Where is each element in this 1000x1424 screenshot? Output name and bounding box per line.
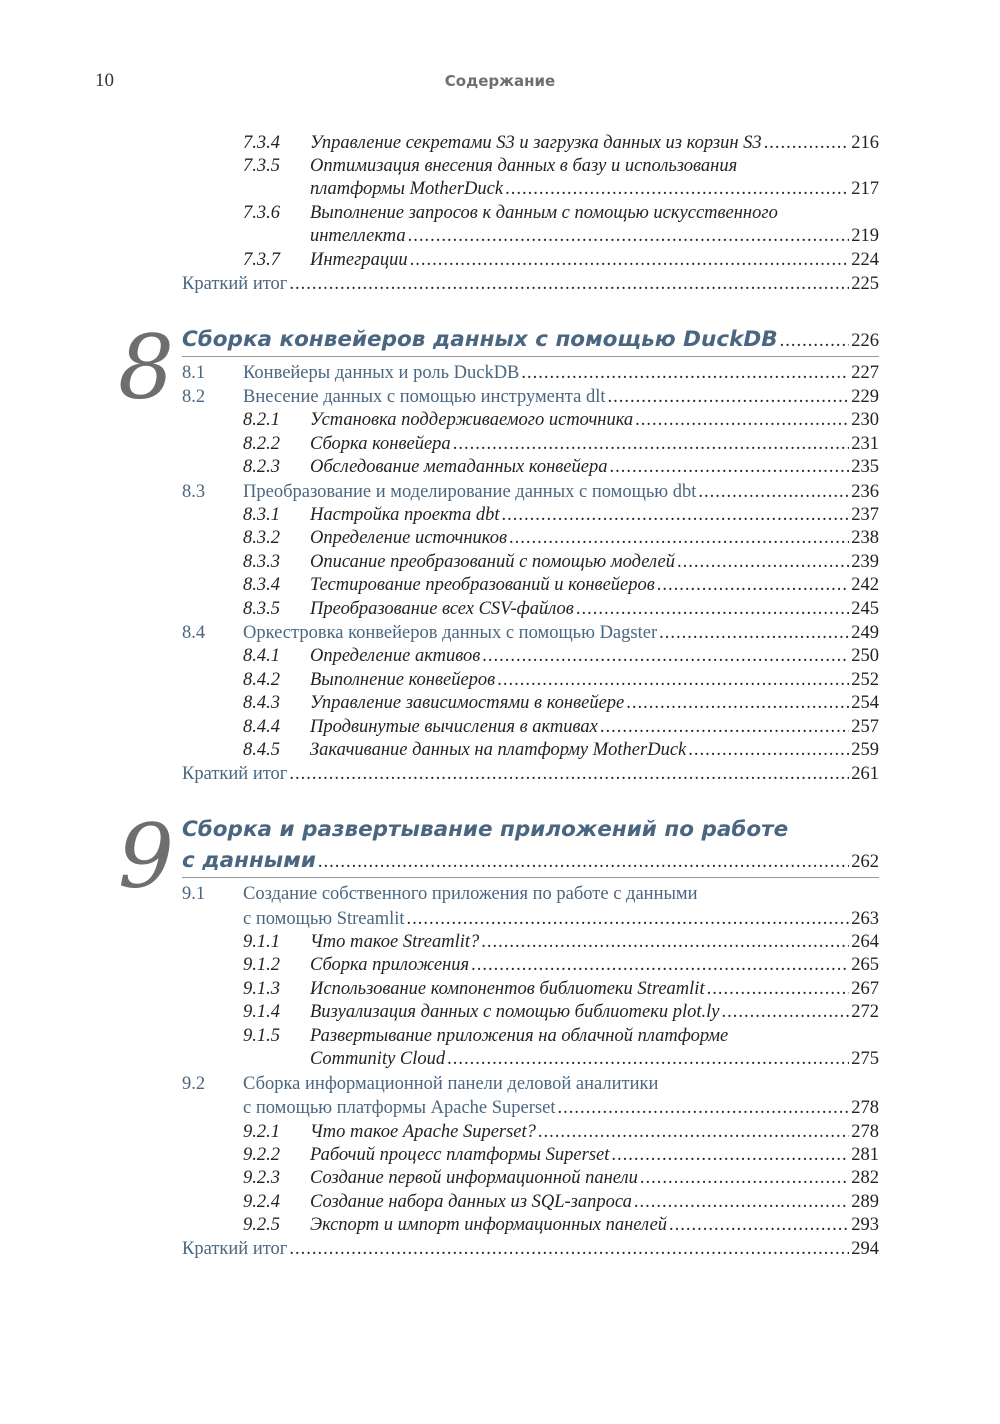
toc-entry-page: 236 bbox=[851, 482, 879, 502]
toc-entry-number: 8.4.3 bbox=[243, 693, 280, 713]
dot-leader bbox=[509, 526, 849, 550]
toc-entry-number: 8.2 bbox=[182, 387, 206, 407]
toc-entry-title: платформы MotherDuck bbox=[310, 179, 504, 199]
toc-entry-title: Сборка приложения bbox=[310, 955, 470, 975]
toc-entry-page: 227 bbox=[851, 363, 879, 383]
toc-entry-title: Краткий итог bbox=[182, 274, 288, 294]
toc-entry-title: Интеграции bbox=[310, 250, 408, 270]
dot-leader bbox=[408, 224, 850, 248]
dot-leader bbox=[521, 361, 849, 385]
toc-entry-title: Краткий итог bbox=[182, 1239, 288, 1259]
toc-entry-number: 8.3.5 bbox=[243, 599, 280, 619]
toc-entry-number: 9.1.3 bbox=[243, 979, 280, 999]
dot-leader bbox=[289, 1237, 849, 1261]
toc-entry-number: 8.3.4 bbox=[243, 575, 280, 595]
toc-entry-title: Продвинутые вычисления в активах bbox=[310, 717, 598, 737]
toc-entry-number: 9.2.2 bbox=[243, 1145, 280, 1165]
toc-entry-number: 8.2.3 bbox=[243, 457, 280, 477]
dot-leader bbox=[482, 644, 849, 668]
toc-entry-page: 272 bbox=[851, 1002, 879, 1022]
dot-leader bbox=[407, 907, 850, 931]
toc-entry-page: 275 bbox=[851, 1049, 879, 1069]
toc-entry-title: Что такое Apache Superset? bbox=[310, 1122, 536, 1142]
dot-leader bbox=[640, 1166, 849, 1190]
toc-entry-title: Оркестровка конвейеров данных с помощью Dagster bbox=[243, 623, 658, 643]
toc-entry-number: 9.2.5 bbox=[243, 1215, 280, 1235]
toc-entry-title: Экспорт и импорт информационных панелей bbox=[310, 1215, 668, 1235]
toc-entry-title: Рабочий процесс платформы Superset bbox=[310, 1145, 610, 1165]
toc-entry-page: 219 bbox=[851, 226, 879, 246]
dot-leader bbox=[609, 455, 849, 479]
toc-entry-title: интеллекта bbox=[310, 226, 406, 246]
toc-entry-title: с помощью платформы Apache Superset bbox=[243, 1098, 556, 1118]
toc-entry-page: 242 bbox=[851, 575, 879, 595]
toc-entry-number: 9.2.4 bbox=[243, 1192, 280, 1212]
toc-entry-page: 231 bbox=[851, 434, 879, 454]
toc-entry-title: Конвейеры данных и роль DuckDB bbox=[243, 363, 520, 383]
toc-entry-title: Внесение данных с помощью инструмента dlt bbox=[243, 387, 606, 407]
dot-leader bbox=[722, 1000, 850, 1024]
toc-entry-title: Описание преобразований с помощью моделей bbox=[310, 552, 675, 572]
toc-entry-number: 8.4.5 bbox=[243, 740, 280, 760]
dot-leader bbox=[471, 953, 849, 977]
dot-leader bbox=[501, 503, 849, 527]
dot-leader bbox=[538, 1120, 849, 1144]
toc-entry-title-line1: Выполнение запросов к данным с помощью искусственного bbox=[310, 203, 778, 223]
toc-entry-page: 267 bbox=[851, 979, 879, 999]
toc-entry-title: Преобразование всех CSV-файлов bbox=[310, 599, 574, 619]
toc-entry-number: 7.3.5 bbox=[243, 156, 280, 176]
toc-entry-title: Community Cloud bbox=[310, 1049, 446, 1069]
toc-entry-number: 9.2.1 bbox=[243, 1122, 280, 1142]
toc-entry-number: 8.3.2 bbox=[243, 528, 280, 548]
running-title: Содержание bbox=[444, 72, 556, 90]
toc-entry-page: 263 bbox=[851, 909, 879, 929]
toc-entry-page: 264 bbox=[851, 932, 879, 952]
toc-entry-number: 9.1.1 bbox=[243, 932, 280, 952]
chapter-number-9: 9 bbox=[118, 805, 174, 908]
toc-entry-page: 252 bbox=[851, 670, 879, 690]
toc-entry-number: 9.1.5 bbox=[243, 1026, 280, 1046]
toc-entry-number: 8.4.1 bbox=[243, 646, 280, 666]
toc-entry-page: 225 bbox=[851, 274, 879, 294]
toc-entry-page: 261 bbox=[851, 764, 879, 784]
toc-entry-number: 8.1 bbox=[182, 363, 206, 383]
dot-leader bbox=[607, 385, 849, 409]
toc-entry-title: Управление зависимостями в конвейере bbox=[310, 693, 625, 713]
toc-entry-page: 281 bbox=[851, 1145, 879, 1165]
chapter-number-8: 8 bbox=[118, 316, 174, 419]
toc-entry-title: Выполнение конвейеров bbox=[310, 670, 496, 690]
toc-entry-page: 282 bbox=[851, 1168, 879, 1188]
toc-entry-title: Создание первой информационной панели bbox=[310, 1168, 638, 1188]
toc-entry-title: Использование компонентов библиотеки Streamlit bbox=[310, 979, 705, 999]
toc-entry-page: 265 bbox=[851, 955, 879, 975]
dot-leader bbox=[657, 573, 849, 597]
toc-entry-title-line1: Развертывание приложения на облачной платформе bbox=[310, 1026, 729, 1046]
toc-entry-title: Определение активов bbox=[310, 646, 481, 666]
toc-entry-number: 7.3.7 bbox=[243, 250, 280, 270]
toc-entry-number: 9.2 bbox=[182, 1074, 206, 1094]
toc-entry-page: 239 bbox=[851, 552, 879, 572]
toc-entry-number: 8.2.2 bbox=[243, 434, 280, 454]
chapter-rule bbox=[182, 356, 879, 357]
toc-entry-page: 293 bbox=[851, 1215, 879, 1235]
toc-entry-page: 249 bbox=[851, 623, 879, 643]
toc-entry-page: 245 bbox=[851, 599, 879, 619]
toc-entry-number: 7.3.4 bbox=[243, 133, 280, 153]
toc-entry-page: 278 bbox=[851, 1122, 879, 1142]
chapter-title: с данными bbox=[182, 848, 316, 873]
toc-entry-title-line1: Сборка информационной панели деловой аналитики bbox=[243, 1074, 659, 1094]
toc-entry-title: Настройка проекта dbt bbox=[310, 505, 500, 525]
page-number: 10 bbox=[95, 70, 114, 91]
toc-entry-page: 250 bbox=[851, 646, 879, 666]
chapter-title-line1: Сборка и развертывание приложений по работе bbox=[182, 817, 789, 842]
dot-leader bbox=[497, 668, 849, 692]
dot-leader bbox=[626, 691, 849, 715]
toc-entry-title: Визуализация данных с помощью библиотеки plot.ly bbox=[310, 1002, 720, 1022]
toc-entry-title: Управление секретами S3 и загрузка данных из корзин S3 bbox=[310, 133, 762, 153]
toc-entry-number: 9.1.4 bbox=[243, 1002, 280, 1022]
toc-entry-number: 8.4.2 bbox=[243, 670, 280, 690]
toc-entry-page: 216 bbox=[851, 133, 879, 153]
dot-leader bbox=[780, 326, 850, 356]
toc-entry-page: 294 bbox=[851, 1239, 879, 1259]
dot-leader bbox=[576, 597, 849, 621]
dot-leader bbox=[505, 177, 849, 201]
toc-entry-title: Краткий итог bbox=[182, 764, 288, 784]
dot-leader bbox=[659, 621, 849, 645]
toc-entry-page: 224 bbox=[851, 250, 879, 270]
toc-entry-number: 8.2.1 bbox=[243, 410, 280, 430]
dot-leader bbox=[410, 248, 850, 272]
toc-entry-title: Преобразование и моделирование данных с помощью dbt bbox=[243, 482, 697, 502]
toc-entry-page: 289 bbox=[851, 1192, 879, 1212]
chapter-title: Сборка конвейеров данных с помощью DuckDB bbox=[182, 327, 778, 352]
toc-entry-page: 257 bbox=[851, 717, 879, 737]
dot-leader bbox=[669, 1213, 849, 1237]
toc-entry-page: 237 bbox=[851, 505, 879, 525]
toc-entry-title-line1: Оптимизация внесения данных в базу и использования bbox=[310, 156, 738, 176]
dot-leader bbox=[447, 1047, 849, 1071]
toc-entry-page: 235 bbox=[851, 457, 879, 477]
dot-leader bbox=[289, 272, 849, 296]
toc-entry-number: 9.1 bbox=[182, 884, 206, 904]
toc-entry-number: 7.3.6 bbox=[243, 203, 280, 223]
toc-entry-page: 254 bbox=[851, 693, 879, 713]
dot-leader bbox=[634, 1190, 849, 1214]
toc-entry-title: с помощью Streamlit bbox=[243, 909, 405, 929]
toc-entry-number: 8.4 bbox=[182, 623, 206, 643]
dot-leader bbox=[764, 131, 850, 155]
toc-entry-title: Тестирование преобразований и конвейеров bbox=[310, 575, 655, 595]
toc-entry-number: 8.3.3 bbox=[243, 552, 280, 572]
chapter-page: 226 bbox=[851, 331, 879, 351]
toc-entry-page: 230 bbox=[851, 410, 879, 430]
toc-entry-title: Установка поддерживаемого источника bbox=[310, 410, 634, 430]
toc-entry-title-line1: Создание собственного приложения по работе с данными bbox=[243, 884, 698, 904]
toc-entry-number: 8.4.4 bbox=[243, 717, 280, 737]
dot-leader bbox=[600, 715, 849, 739]
dot-leader bbox=[677, 550, 849, 574]
toc-entry-number: 8.3 bbox=[182, 482, 206, 502]
dot-leader bbox=[698, 480, 849, 504]
toc-entry-title: Закачивание данных на платформу MotherDuck bbox=[310, 740, 687, 760]
toc-entry-page: 278 bbox=[851, 1098, 879, 1118]
toc-entry-title: Создание набора данных из SQL-запроса bbox=[310, 1192, 632, 1212]
toc-entry-title: Обследование метаданных конвейера bbox=[310, 457, 608, 477]
dot-leader bbox=[481, 930, 849, 954]
dot-leader bbox=[557, 1096, 849, 1120]
toc-entry-page: 238 bbox=[851, 528, 879, 548]
chapter-rule bbox=[182, 877, 879, 878]
toc-entry-page: 229 bbox=[851, 387, 879, 407]
dot-leader bbox=[688, 738, 849, 762]
toc-entry-number: 9.1.2 bbox=[243, 955, 280, 975]
toc-entry-page: 217 bbox=[851, 179, 879, 199]
dot-leader bbox=[707, 977, 850, 1001]
dot-leader bbox=[453, 432, 850, 456]
toc-entry-title: Определение источников bbox=[310, 528, 508, 548]
chapter-page: 262 bbox=[851, 852, 879, 872]
dot-leader bbox=[318, 847, 849, 877]
toc-entry-number: 8.3.1 bbox=[243, 505, 280, 525]
dot-leader bbox=[611, 1143, 849, 1167]
toc-entry-number: 9.2.3 bbox=[243, 1168, 280, 1188]
dot-leader bbox=[635, 408, 849, 432]
toc-entry-title: Сборка конвейера bbox=[310, 434, 451, 454]
toc-entry-title: Что такое Streamlit? bbox=[310, 932, 480, 952]
dot-leader bbox=[289, 762, 849, 786]
toc-entry-page: 259 bbox=[851, 740, 879, 760]
